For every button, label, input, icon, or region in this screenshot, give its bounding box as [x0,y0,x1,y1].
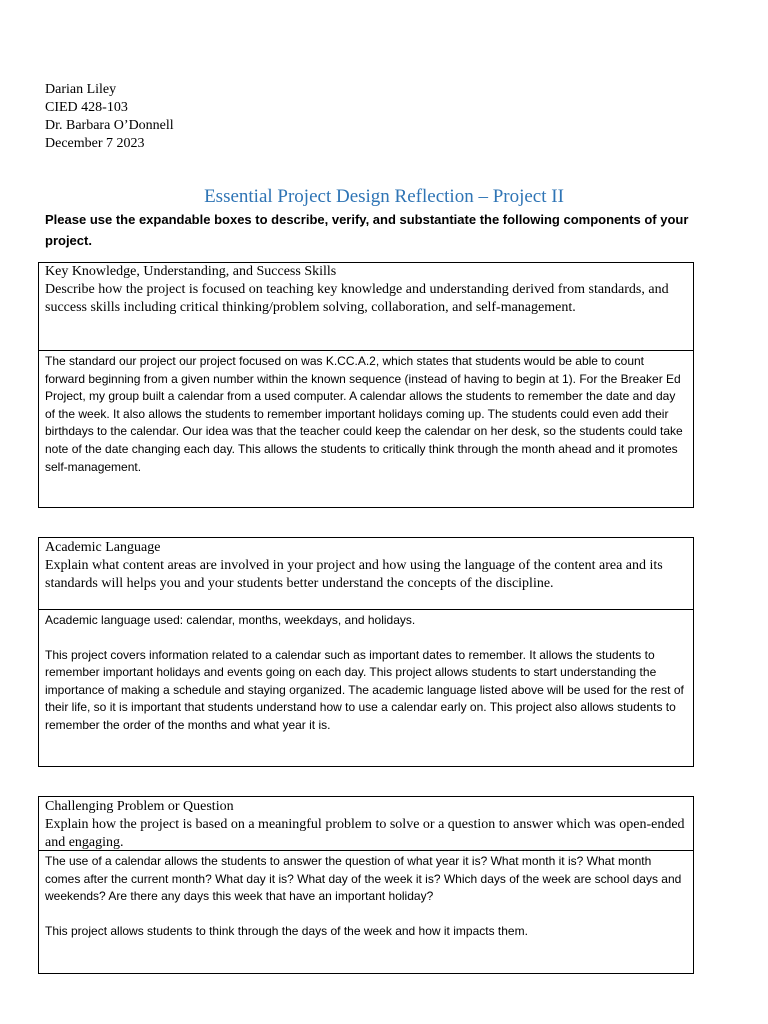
section-heading: Key Knowledge, Understanding, and Success Skills [45,264,337,279]
section-prompt: Explain how the project is based on a meaningful problem to solve or a question to answer which was open-ended and engaging. [45,817,685,850]
response-box[interactable] [39,851,693,942]
section-key-knowledge [38,262,694,508]
section-header [39,797,693,851]
response-paragraph: This project covers information related to a calendar such as important dates to remember. It allows the students to remember important holidays and events going on each day. This project allows students to start understanding the importance of making a schedule and staying organized. The academic language listed above will be used for the rest of their life, so it is important that students understand how to use a calendar early on. This project also allows students to remember the order of the months and what year it is. [45,647,684,732]
response-paragraph: The use of a calendar allows the students to answer the question of what year it is? What month it is? What month comes after the current month? What day it is? What day of the week it is? Which days of the week are school days and weekends? Are there any days this week that have an important holiday? [45,854,682,904]
document-header [45,81,174,153]
section-header [39,538,693,610]
response-paragraph: The standard our project our project focused on was K.CC.A.2, which states that students would be able to count forward beginning from a given number within the known sequence (instead of having to begin at 1). For the Breaker Ed Project, my group built a calendar from a used computer. A calendar allows the students to remember the date and day of the week. It also allows the students to remember important holidays coming up. The students could even add their birthdays to the calendar. Our idea was that the teacher could keep the calendar on her desk, so the students could take note of the date changing each day. This allows the students to critically think through the month ahead and it promotes self-management. [45,354,683,474]
response-box[interactable] [39,610,693,737]
document-date: December 7 2023 [45,136,145,151]
response-box[interactable] [39,351,693,478]
section-header [39,263,693,351]
section-heading: Challenging Problem or Question [45,799,234,814]
page-title: Essential Project Design Reflection – Project II [204,186,564,207]
response-paragraph: This project allows students to think through the days of the week and how it impacts them. [45,923,528,938]
course-code: CIED 428-103 [45,100,128,115]
instructor-name: Dr. Barbara O’Donnell [45,118,174,133]
instructions-text: Please use the expandable boxes to describe, verify, and substantiate the following components of your project. [45,212,689,248]
section-prompt: Explain what content areas are involved in your project and how using the language of the content area and its standards will helps you and your students better understand the concepts of the discipline. [45,558,663,591]
section-heading: Academic Language [45,540,161,555]
section-academic-language [38,537,694,767]
section-challenging-problem [38,796,694,974]
student-name: Darian Liley [45,82,117,97]
response-paragraph: Academic language used: calendar, months, weekdays, and holidays. [45,613,416,627]
section-prompt: Describe how the project is focused on teaching key knowledge and understanding derived from standards, and success skills including critical thinking/problem solving, collaboration, and self-management. [45,282,669,315]
